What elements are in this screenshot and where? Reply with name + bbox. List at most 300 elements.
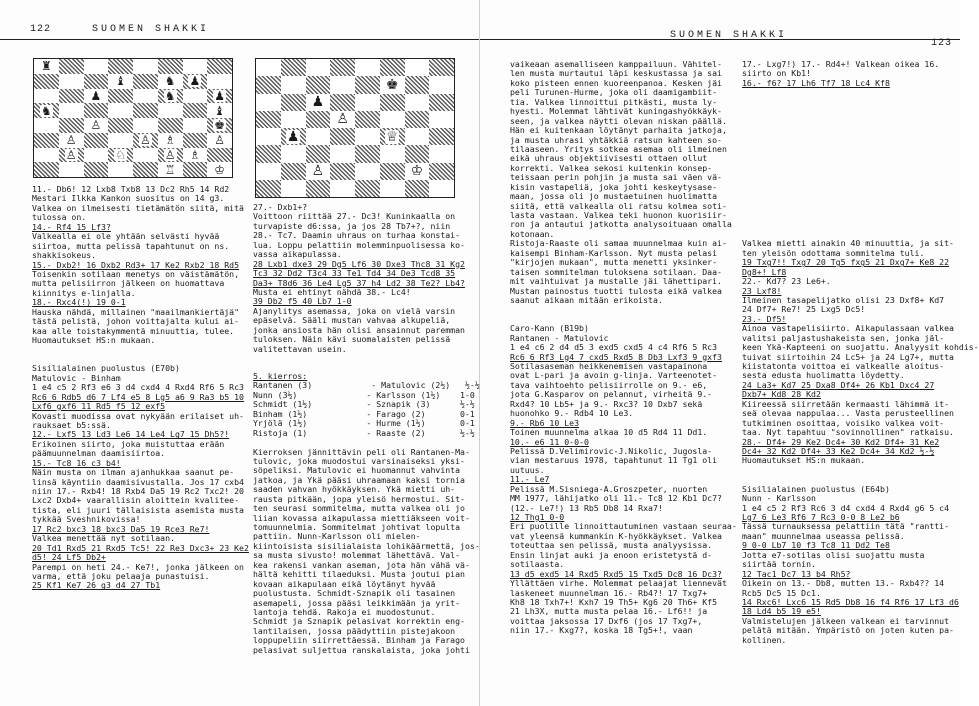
board-square: [34, 59, 59, 74]
text-line: eikä uhraus objektiivisesti ottaen ollut: [510, 153, 708, 164]
board-square: [158, 74, 183, 89]
board-square: [34, 74, 59, 89]
board-square: [158, 89, 183, 104]
board-square: [380, 76, 405, 93]
text-line: Rc6 6 Rdb5 d6 7 Lf4 e5 8 Lg5 a6 9 Ra3 b5 10: [32, 391, 244, 402]
board-square: [158, 59, 183, 74]
board-square: [306, 76, 331, 93]
text-line: pattiin. Nunn-Karlsson oli mielen-: [253, 531, 421, 542]
text-line: Hauska nähdä, millainen "maailmankiertäjä": [32, 306, 240, 317]
board-square: [34, 103, 59, 118]
text-line: korrekti. Valkea sekosi kuitenkin konsep-: [510, 162, 713, 173]
board-square: [133, 118, 158, 133]
text-line: tomuunnelmia. Sommitelmat johtivat lopulta: [253, 522, 461, 532]
chess-piece-icon: ♟: [286, 128, 300, 145]
board-square: [133, 74, 158, 89]
board-square: [380, 94, 405, 111]
board-square: [34, 89, 59, 104]
text-line: kaisempi Binham-Karlsson. Nyt musta pelasi: [510, 247, 718, 258]
board-square: [59, 148, 84, 163]
text-line: Ilmeinen tasapelijatko olisi 23 Dxf8+ Kd7: [742, 294, 945, 305]
text-line: Dxb7+ Kd8 28 Kd2: [742, 389, 821, 400]
text-line: asemapeli, jossa pääsi leikkimään ja yrit-: [253, 597, 461, 608]
blank-line: [742, 466, 954, 475]
board-square: [380, 59, 405, 76]
blank-line: [742, 173, 954, 182]
text-line: Valkealla ei ole yhtään selvästi hyvää: [32, 231, 220, 242]
text-line: (12.- Le7!) 13 Rb5 Db8 14 Rxa7!: [510, 502, 663, 513]
text-line: Parempi on heti 24.- Ke7!, jonka jälkeen on: [32, 561, 244, 572]
text-line: vaikeaan asemalliseen kamppailuun. Vähitel-: [510, 59, 722, 69]
text-line: liian kovassa aikapulassa miettiäkseen voit-: [253, 512, 470, 523]
text-line: Jotta e7-sotilas olisi suojattu musta: [742, 549, 925, 560]
board-square: [207, 162, 232, 177]
text-line: 22.- Kd7? 23 Le6+.: [742, 276, 831, 287]
blank-line: [742, 192, 954, 201]
text-line: pelätä mitään. Ympäristö on joten kuten pa-: [742, 625, 954, 636]
board-square: [429, 163, 454, 180]
text-line: 23.- Df5!: [742, 313, 787, 324]
header-rule: [480, 39, 960, 40]
board-square: [330, 59, 355, 76]
board-square: [84, 118, 109, 133]
chess-piece-icon: ♟: [214, 88, 225, 103]
board-square: [281, 59, 306, 76]
text-line: jonka ansiosta hän olisi ansainnut paremman: [253, 324, 465, 335]
board-square: [429, 59, 454, 76]
text-line: 12 Tac1 Dc7 13 b4 Rh5?: [742, 568, 851, 579]
chess-piece-icon: ♘: [115, 147, 126, 162]
text-line: 25 Kf1 Ke7 26 g3 d4 27 Tb1: [32, 580, 161, 591]
text-line: lasta vastaan. Valkea teki huonon kuorisiir-: [510, 210, 727, 220]
chess-piece-icon: ♙: [336, 111, 349, 128]
board-square: [306, 111, 331, 128]
text-line: Sotilasaseman heikkenemisen vastapainona: [510, 361, 708, 371]
board-square: [405, 59, 430, 76]
text-line: Binham (1½) - Farago (2) 0-1: [253, 408, 475, 419]
board-square: [133, 103, 158, 118]
board-square: [158, 148, 183, 163]
board-square: [355, 128, 380, 145]
board-square: [84, 89, 109, 104]
text-line: Schmidt ja Sznapik pelasivat korrektin eng-: [253, 616, 465, 627]
text-line: Kovasti muodissa ovat nykyään erilaiset uh-: [32, 410, 244, 421]
board-square: [183, 148, 208, 163]
chess-piece-icon: ♕: [385, 128, 399, 145]
text-line: turvapiste d6:ssa, ja jos 28 Tb7+?, niin: [253, 220, 451, 231]
board-square: [34, 118, 59, 133]
chess-piece-icon: ♟: [189, 74, 201, 89]
blank-line: [742, 98, 954, 107]
text-line: 1 e4 c6 2 d4 d5 3 exd5 cxd5 4 c4 Rf6 5 Rc3: [510, 342, 718, 353]
text-line: Eri puolille linnoittautuminen vastaan seuraa-: [510, 521, 737, 532]
text-line: keen Ykä-Kapteeni on suojattu. Analyysit kohdis-: [742, 342, 979, 353]
text-line: Valmistelujen jälkeen valkean ei tarvinnut: [742, 615, 950, 626]
board-square: [84, 59, 109, 74]
board-square: [281, 128, 306, 145]
text-line: Sisilialainen puolustus (E64b): [742, 483, 890, 494]
chess-piece-icon: ♚: [214, 118, 225, 133]
text-line: 14.- Rf4 15 Lf3?: [32, 221, 111, 232]
text-line: Ajanylitys asemassa, joka on vielä varsin: [253, 305, 456, 316]
board-square: [183, 74, 208, 89]
board-square: [108, 133, 133, 148]
board-square: [256, 59, 281, 76]
board-square: [256, 163, 281, 180]
blank-line: [742, 154, 954, 163]
chess-piece-icon: ♙: [164, 147, 176, 162]
text-line: Hän ei kuitenkaan löytänyt parhaita jatkoja,: [510, 125, 727, 136]
board-square: [133, 59, 158, 74]
board-square: [380, 145, 405, 162]
text-line: tuloksen. Näin kävi suomalaisten pelissä: [253, 334, 451, 345]
text-line: huonohko 9.- Rdb4 10 Le3.: [510, 408, 634, 419]
chess-piece-icon: ♞: [164, 74, 176, 89]
text-line: 13 d5 exd5 14 Rxd5 Rxd5 15 Txd5 Dc8 16 Dc3?: [510, 568, 722, 579]
text-line: ovat L-pari ja avoin g-linja. Varteenotet-: [510, 370, 718, 381]
chess-piece-icon: ♝: [115, 74, 126, 89]
blank-line: [742, 107, 954, 116]
left-page-header: [0, 22, 479, 40]
text-line: jota G.Kasparov on pelannut, virheitä 9.-: [510, 389, 713, 400]
board-square: [183, 162, 208, 177]
text-line: tulossa on.: [32, 212, 87, 223]
text-line: Tässä turnauksessa pelattiin tätä "rantti-: [742, 521, 950, 532]
text-line: 18.- Rxc4(!) 19 0-1: [32, 297, 126, 308]
board-square: [330, 94, 355, 111]
text-line: Oikein on 13.- Db8, mutten 13.- Rxb4?? 14: [742, 578, 945, 589]
text-line: koko pisteen ennen kuoreenpanoa. Kesken jäi: [510, 77, 722, 88]
board-square: [207, 148, 232, 163]
text-line: 10.- e6 11 0-0-0: [510, 436, 589, 447]
chess-piece-icon: ♜: [40, 59, 52, 74]
text-line: Rxd4? 10 Lb5+ ja 9.- Rxc3? 10 Dxb7 sekä: [510, 398, 703, 409]
board-square: [158, 103, 183, 118]
board-square: [405, 94, 430, 111]
text-line: rauksaet b5:ssä.: [32, 419, 111, 430]
text-line: niin 17.- Rxb4! 18 Rxb4 Da5 19 Rc2 Txc2! 20: [32, 486, 244, 496]
text-line: 20 Td1 Rxd5 21 Rxd5 Tc5! 22 Re3 Dxc3+ 23 Ke2: [32, 542, 249, 553]
text-line: niin 17.- Kxg7?, koska 18 Tg5+!, vaan: [510, 625, 693, 636]
text-line: Valkea mietti ainakin 40 minuuttia, ja sit-: [742, 238, 954, 249]
text-line: shakkisokeus.: [32, 250, 97, 261]
board-square: [355, 94, 380, 111]
text-line: 9 0-0 Lb7 10 f3 Tc8 11 Dd2 Te8: [742, 540, 890, 551]
board-square: [256, 145, 281, 162]
text-line: 15.- Dxb2! 16 Dxb2 Rd3+ 17 Ke2 Rxb2 18 Rd5: [32, 259, 240, 270]
board-square: [108, 74, 133, 89]
board-square: [183, 118, 208, 133]
board-square: [429, 76, 454, 93]
board-square: [84, 74, 109, 89]
board-square: [133, 148, 158, 163]
text-line: 39 Db2 f5 40 Lb7 1-0: [253, 296, 352, 307]
text-line: Ristoja-Raaste oli samaa muunnelmaa kuin ai-: [510, 238, 727, 249]
text-line: Rcb5 Dc5 15 Dc1.: [742, 587, 821, 598]
text-line: Schmidt (1½) - Sznapik (3) ½-½: [253, 399, 475, 410]
chess-piece-icon: ♙: [139, 133, 151, 148]
game-annotation-column: [510, 60, 738, 700]
text-line: ten yleisön odottama sommitelma tuli.: [742, 247, 925, 258]
board-square: [59, 103, 84, 118]
text-line: 28 Lxb1 dxe3 29 Dg5 Lf6 30 Dxe3 Thc8 31 Kg2: [253, 258, 465, 269]
text-line: ron ja antautui jatkotta analysoituaan omalla: [510, 219, 732, 230]
chess-piece-icon: ♞: [164, 88, 176, 103]
text-line: 18 Ld4 b5 19 e5!: [742, 606, 821, 617]
board-square: [108, 162, 133, 177]
text-line: Kierroksen jännittävin peli oli Rantanen-Ma-: [253, 446, 470, 457]
blank-line: [742, 202, 954, 211]
text-line: siirto on Kb1!: [742, 68, 812, 79]
text-line: valitettavan usein.: [253, 343, 347, 354]
text-line: 21 Lh3X, mutta musta pelaa 16.- Lf6!! ja: [510, 606, 708, 617]
board-square: [133, 133, 158, 148]
text-line: 23 Lxf8!: [742, 285, 782, 296]
text-line: voittaa jaksossa 17 Dxf6 (jos 17 Txg7+,: [510, 615, 703, 626]
board-square: [330, 111, 355, 128]
text-line: Musta ei ehtinyt nähdä 38.- Lc4!: [253, 286, 411, 297]
blank-line: [742, 220, 954, 229]
board-square: [355, 163, 380, 180]
board-square: [34, 148, 59, 163]
text-line: mutta pelisiirron jälkeen on huomattava: [32, 278, 225, 289]
board-square: [380, 163, 405, 180]
board-square: [59, 133, 84, 148]
board-square: [330, 180, 355, 197]
text-line: mit vaihtuivat ja mustalle jäi lähettipari.: [510, 276, 722, 287]
text-line: Da3+ T8d6 36 Le4 Lg5 37 h4 Ld2 38 Te2? Lb4?: [253, 277, 465, 288]
board-square: [207, 118, 232, 133]
board-square: [84, 162, 109, 177]
text-line: Rc6 6 Rf3 Lg4 7 cxd5 Rxd5 8 Db3 Lxf3 9 gxf3: [510, 351, 722, 362]
text-line: 5. kierros:: [253, 371, 308, 381]
board-square: [429, 180, 454, 197]
text-line: Voittoon riittää 27.- Dc3! Kuninkaalla on: [253, 211, 456, 222]
chess-piece-icon: ♟: [311, 94, 325, 111]
text-line: Nunn (3½) - Karlsson (1½) 1-0: [253, 389, 475, 400]
board-square: [133, 89, 158, 104]
text-line: Lxf6 gxf6 11 Rd5 f5 12 exf5: [32, 401, 166, 412]
board-square: [380, 180, 405, 197]
text-line: siitä, että valkealla oli ratsu kolmea soti-: [510, 200, 727, 211]
text-line: 1 e4 c5 2 Rf3 e6 3 d4 cxd4 4 Rxd4 Rf6 5 Rc3: [32, 382, 244, 393]
board-square: [183, 59, 208, 74]
text-line: d5! 24 Lf5 Db2+: [32, 552, 106, 563]
board-square: [355, 76, 380, 93]
board-square: [84, 148, 109, 163]
text-line: lantoja tehdä. Rakoja ei muodostunut.: [253, 606, 436, 617]
text-line: sa musta sivusto! molemmat lähettävä. Val-: [253, 550, 461, 561]
text-line: 15.- Tc8 16 c3 b4!: [32, 457, 121, 468]
board-square: [355, 111, 380, 128]
text-line: epäselvä. Sääli mustan vahvaa alkupeliä,: [253, 315, 451, 326]
text-line: siirtoa, mutta pelissä tapahtunut on ns.: [32, 240, 230, 251]
text-line: jatkoa, ja Ykä pääsi uhraamaan kaksi tornia: [253, 474, 465, 485]
text-line: Mustan painostus tuotti tulosta eikä valkea: [510, 285, 722, 296]
text-line: maan" muunnelmaa useassa pelissä.: [742, 530, 905, 541]
text-line: tilaaseen. Yritys sotkea asemaa oli ilmeinen: [510, 143, 727, 154]
board-square: [355, 145, 380, 162]
text-line: lua. Loppu pelattiin molemminpuolisessa ko-: [253, 239, 465, 250]
board-square: [405, 111, 430, 128]
text-line: Valkea on ilmeisesti tietämätön siitä, mitä: [32, 202, 244, 213]
board-square: [207, 74, 232, 89]
text-line: tutkiminen osoittaa, voisiko valkea voit-: [742, 417, 945, 428]
text-line: Rantanen (3) - Matulovic (2½) ½-½: [253, 380, 480, 391]
text-line: 12 Thg1 0-0: [510, 512, 565, 522]
right-page-header: [480, 22, 960, 49]
blank-line: [742, 145, 954, 154]
text-line: maan, jossa oli jo mustaetuinen huolimatta: [510, 191, 718, 202]
board-square: [355, 59, 380, 76]
page-number: 123: [930, 38, 952, 49]
chess-piece-icon: ♝: [214, 103, 225, 118]
text-line: 19 Txg7!! Txg7 20 Tg5 fxg5 21 Dxg7+ Ke8 22: [742, 257, 950, 268]
text-line: 16.- f6? 17 Lh6 Tf7 18 Lc4 Kf8: [742, 77, 890, 88]
text-line: Erikoinen siirto, joka muistuttaa erään: [32, 438, 225, 449]
board-square: [281, 76, 306, 93]
board-square: [256, 111, 281, 128]
chess-piece-icon: ♙: [311, 163, 325, 180]
text-line: len musta murtautui läpi keskustassa ja sai: [510, 68, 722, 79]
board-square: [330, 76, 355, 93]
board-square: [256, 180, 281, 197]
text-line: 11.- Le7: [510, 474, 550, 485]
text-line: teissaan perin pohjin ja musta sai väen vä-: [510, 172, 722, 183]
chess-piece-icon: ♚: [385, 76, 399, 93]
board-square: [183, 103, 208, 118]
text-line: 1 e4 c5 2 Rf3 Rc6 3 d4 cxd4 4 Rxd4 g6 5 c4: [742, 502, 950, 513]
board-square: [405, 76, 430, 93]
blank-line: [742, 117, 954, 126]
board-square: [306, 94, 331, 111]
board-square: [306, 145, 331, 162]
text-line: Yllättäen virhe. Molemmat pelaajat liennevät: [510, 578, 727, 589]
text-line: 24 Df7+ Re7! 25 Lxg5 Dc5!: [742, 304, 866, 315]
text-line: tista, eli juuri tällaisista asemista musta: [32, 504, 244, 515]
text-line: päämuunnelman daamisiirtoa.: [32, 448, 166, 459]
blank-line: [742, 88, 954, 97]
chess-piece-icon: ♟: [90, 88, 102, 103]
board-square: [330, 163, 355, 180]
chess-piece-icon: ♙: [214, 133, 225, 148]
blank-line: [742, 136, 954, 145]
text-line: saanut aikaan mitään erikoista.: [510, 294, 663, 305]
board-square: [158, 133, 183, 148]
board-square: [133, 162, 158, 177]
text-line: Nunn - Karlsson: [742, 493, 816, 504]
text-line: 27.- Dxb1+?: [253, 202, 308, 212]
text-line: söpeliksi. Matulovic ei huomannut vahvinta: [253, 465, 461, 476]
text-line: kiintoisista sisilialaista lohikäärmettä, jos-: [253, 540, 480, 551]
text-line: Lg7 6 Le3 Rf6 7 Rc3 0-0 8 Le2 b6: [742, 512, 900, 522]
text-line: sesta edusta huolimatta löydetty.: [742, 370, 905, 381]
board-square: [59, 118, 84, 133]
page-number: 122: [30, 24, 52, 35]
text-line: Pelissä D.Velimirovic-J.Nikolic, Jugosla-: [510, 445, 713, 456]
board-square: [380, 128, 405, 145]
blank-line: [742, 183, 954, 192]
text-line: kollinen.: [742, 634, 787, 645]
text-line: Huomautukset HS:n mukaan.: [32, 335, 156, 345]
chess-piece-icon: ♞: [40, 103, 52, 118]
board-square: [405, 145, 430, 162]
text-line: tava vaihtoehto pelisiirrolle on 9.- e6,: [510, 379, 708, 390]
board-square: [59, 89, 84, 104]
board-square: [108, 148, 133, 163]
text-line: Ristoja (1) - Raaste (2) ½-½: [253, 427, 475, 438]
board-square: [306, 163, 331, 180]
text-line: valitsi paljastushakeista sen, jonka jäl-: [742, 332, 945, 343]
board-square: [158, 118, 183, 133]
chess-piece-icon: ♔: [214, 162, 225, 177]
board-square: [207, 133, 232, 148]
board-square: [108, 103, 133, 118]
blank-line: [32, 345, 247, 354]
text-line: Yrjölä (1½) - Hurme (1½) 0-1: [253, 418, 475, 429]
board-square: [59, 59, 84, 74]
board-square: [108, 59, 133, 74]
board-square: [380, 111, 405, 128]
text-line: Kiireessä siirretään kermaasti lähimmä it-: [742, 398, 950, 409]
text-line: 17 Rc2 bxc3 18 bxc3 Da5 19 Rce3 Re7!: [32, 523, 210, 534]
chess-piece-icon: ♗: [164, 133, 176, 148]
text-line: 14 Rxc6! Lxc6 15 Rd5 Db8 16 f4 Rf6 17 Lf3 d6: [742, 596, 959, 607]
chess-piece-icon: ♙: [65, 147, 77, 162]
text-line: kiinnitys e-linjalla.: [32, 287, 136, 298]
text-line: 17.- Lxg7!) 17.- Rd4+! Valkean oikea 16.: [742, 59, 940, 69]
chess-piece-icon: ♙: [65, 133, 77, 148]
text-line: 12.- Lxf5 13 Ld3 Le6 14 Le4 Lg7 15 Dh5?!: [32, 429, 230, 440]
text-line: 11.- Db6! 12 Lxb8 Txb8 13 Dc2 Rh5 14 Rd2: [32, 184, 230, 194]
text-line: puolustusta. Schmidt-Sznapik oli tasainen: [253, 588, 456, 599]
text-line: 24 La3+ Kd7 25 Dxa8 Df4+ 26 Kb1 Dxc4 27: [742, 379, 935, 390]
text-line: Toinen muunnelma alkaa 10 d5 Rd4 11 Dd1.: [510, 427, 708, 438]
text-line: pelasivat suljettua ranskalaista, joka johti: [253, 644, 470, 655]
text-line: tulovic, joka muodostui varsinaiseksi yksi-: [253, 455, 465, 466]
text-line: taisen sommitelman tuloksena sotilaan. Daa-: [510, 266, 722, 277]
text-line: kotonaan.: [510, 228, 555, 239]
text-line: saaden vahvan hyökkäyksen. Ykä mietti uh-: [253, 484, 456, 495]
text-line: Sisilialainen puolustus (E70b): [32, 363, 180, 374]
magazine-title: SUOMEN SHAKKI: [92, 24, 210, 35]
text-line: kisin vastapeliä, joka johti keskeytysase-: [510, 181, 718, 192]
round-results-column: [253, 371, 480, 692]
text-line: lantilaisen, jossa päädyttiin pistejakoon: [253, 625, 456, 636]
text-line: 28.- Tc7. Daamin uhraus on turhaa konstai-: [253, 230, 461, 241]
board-square: [84, 133, 109, 148]
board-square: [429, 111, 454, 128]
board-square: [183, 89, 208, 104]
text-line: varma, että joku pelaaja punastuisi.: [32, 570, 210, 581]
chess-diagram-1: [33, 58, 233, 178]
board-square: [281, 111, 306, 128]
text-line: tykkää Sveshnikovissa!: [32, 514, 141, 525]
game-annotation-column: [32, 185, 247, 685]
board-square: [281, 145, 306, 162]
board-square: [183, 133, 208, 148]
text-line: Näin musta on ilman ajanhukkaa saanut pe-: [32, 467, 235, 478]
chess-diagram-2: [255, 58, 455, 198]
text-line: tästä pelistä, johon voittajalta kului ai-: [32, 316, 240, 327]
text-line: linsä käyntiin daamisivustalla. Jos 17 cxb4: [32, 476, 244, 487]
magazine-title: SUOMEN SHAKKI: [670, 30, 788, 41]
text-line: sotilaasta.: [510, 559, 565, 570]
text-line: seä olevaa nappulaa... Vasta perusteellinen: [742, 408, 954, 419]
board-square: [306, 128, 331, 145]
board-square: [306, 59, 331, 76]
board-square: [207, 103, 232, 118]
